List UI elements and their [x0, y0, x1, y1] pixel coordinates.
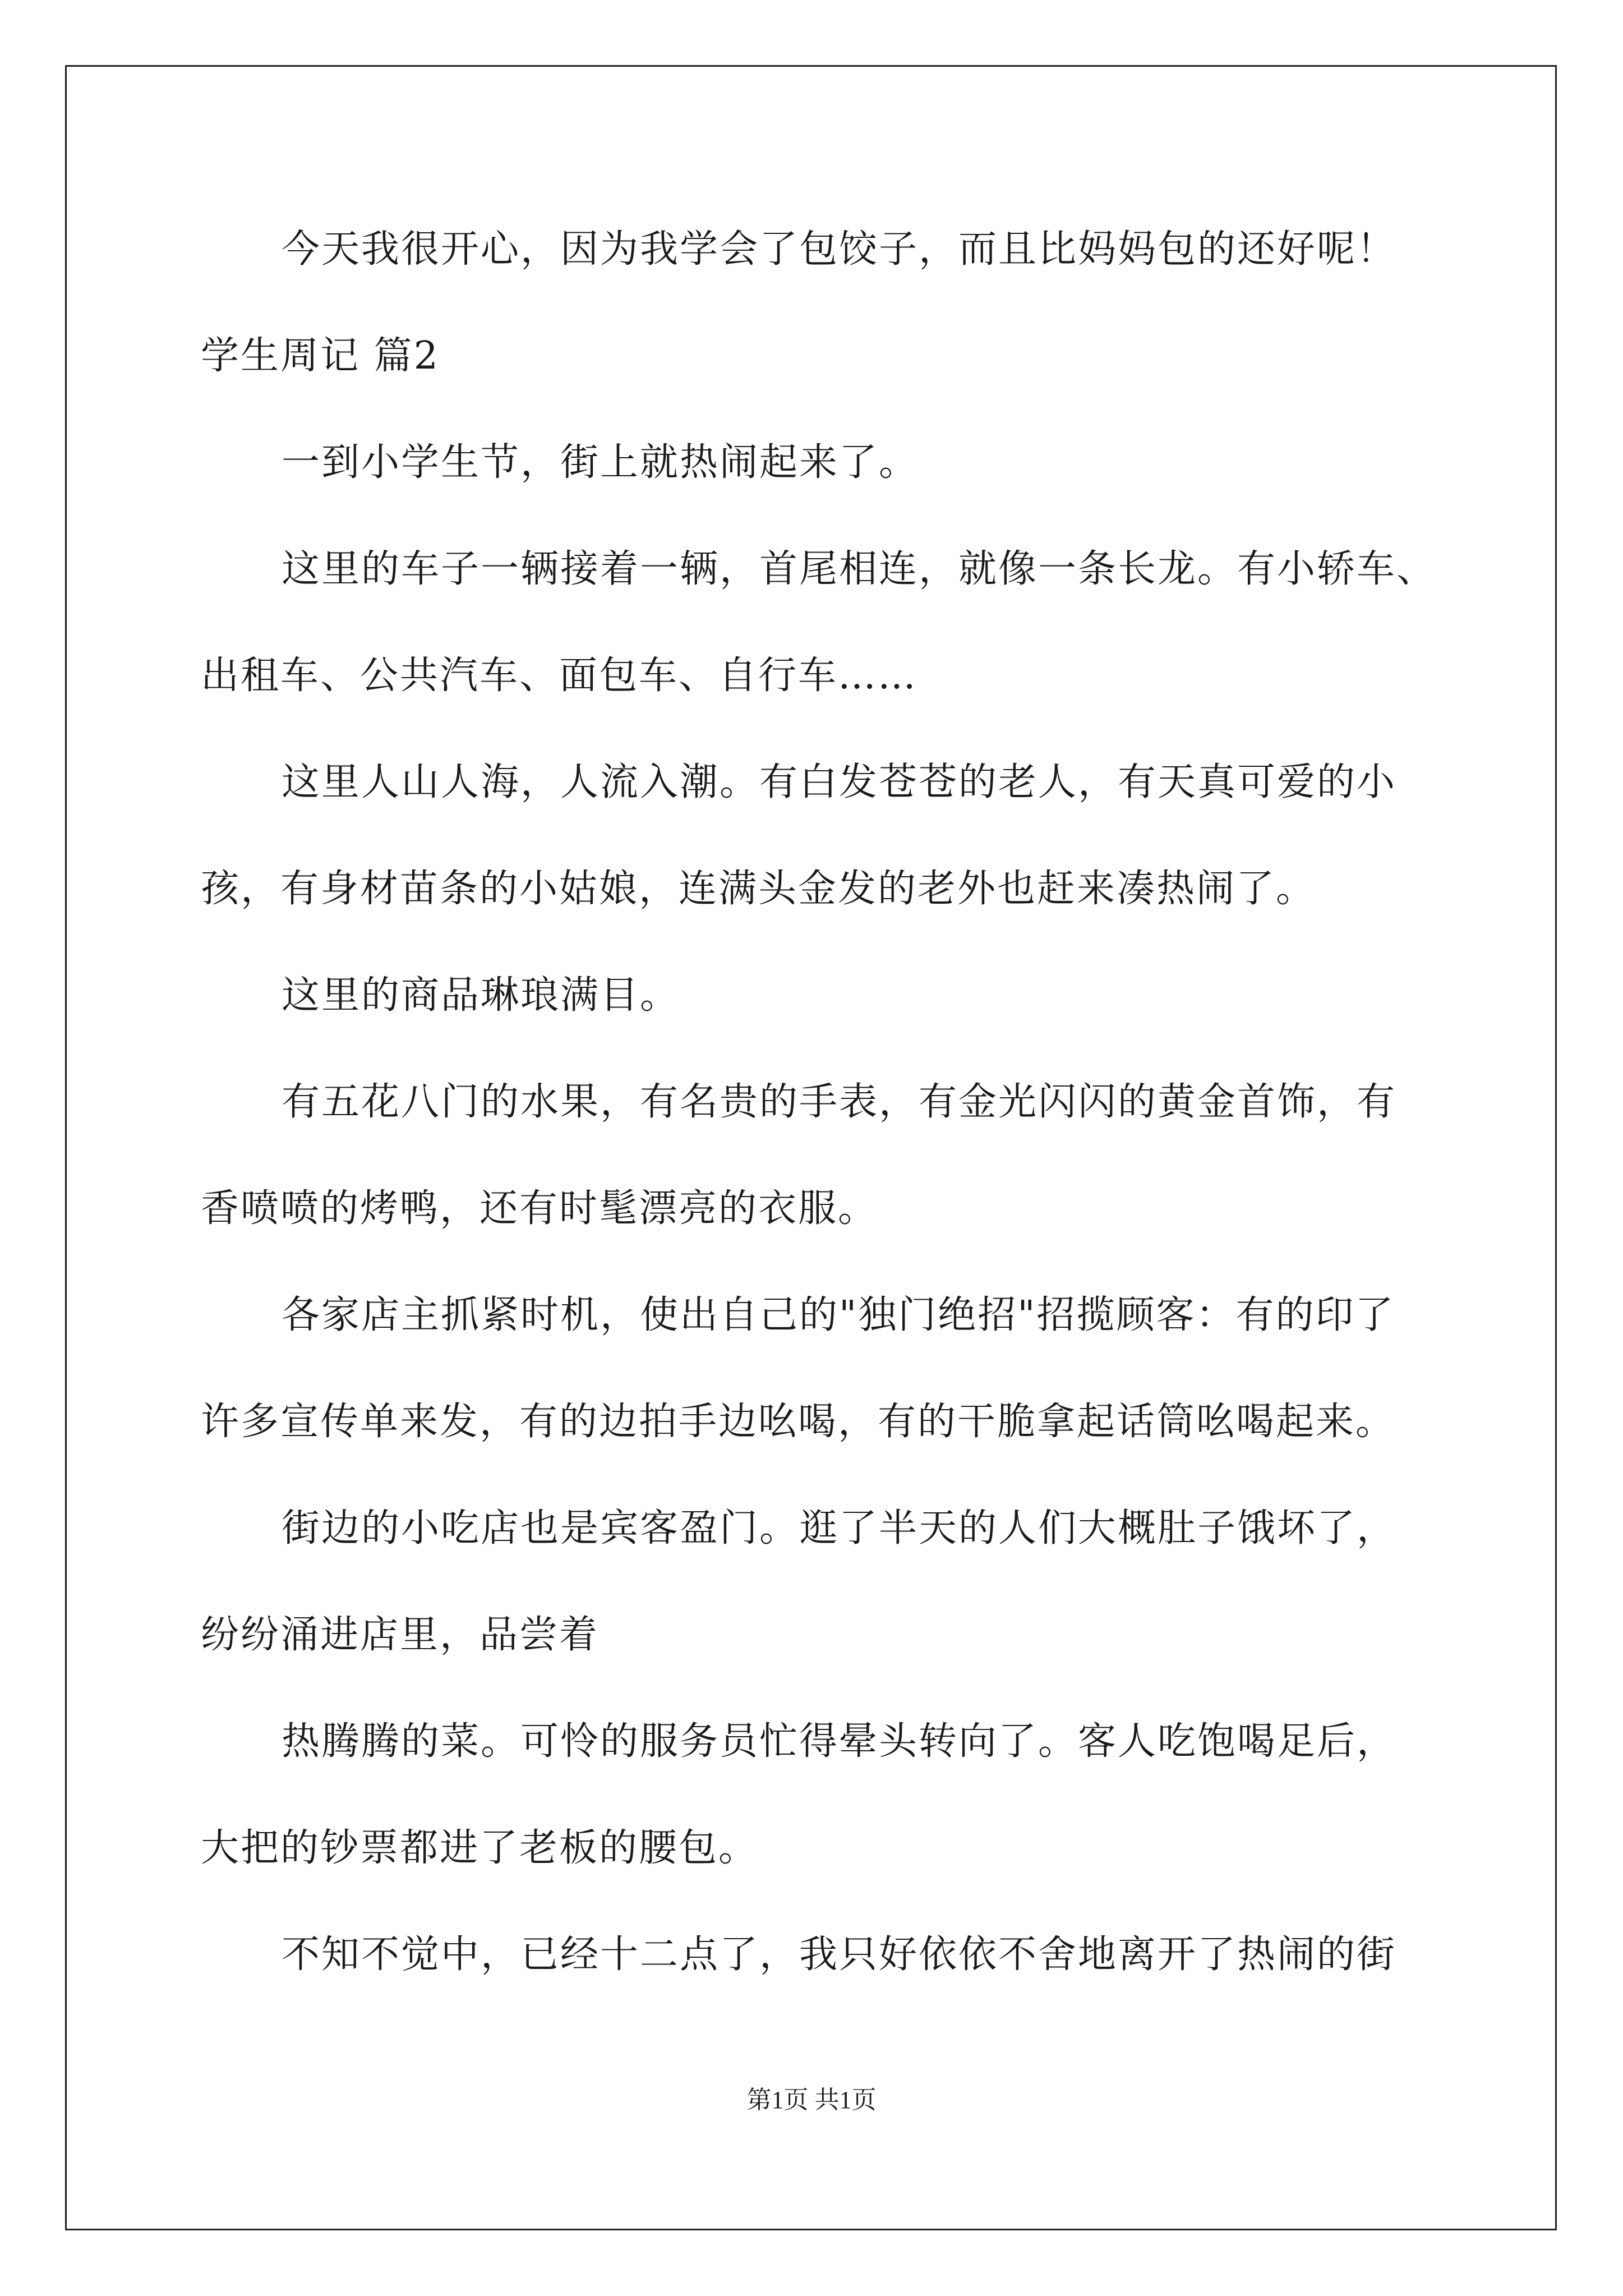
paragraph-line: 出租车、公共汽车、面包车、自行车……	[201, 654, 918, 698]
paragraph-line: 一到小学生节，街上就热闹起来了。	[282, 440, 919, 485]
page-border	[65, 65, 1557, 2230]
paragraph-line: 纷纷涌进店里，品尝着	[201, 1613, 600, 1657]
paragraph-line: 有五花八门的水果，有名贵的手表，有金光闪闪的黄金首饰，有	[282, 1080, 1397, 1124]
paragraph-line: 香喷喷的烤鸭，还有时髦漂亮的衣服。	[201, 1186, 878, 1231]
paragraph-line: 热腾腾的菜。可怜的服务员忙得晕头转向了。客人吃饱喝足后，	[282, 1719, 1397, 1764]
paragraph-line: 这里的商品琳琅满目。	[282, 973, 680, 1018]
paragraph-line: 街边的小吃店也是宾客盈门。逛了半天的人们大概肚子饿坏了，	[282, 1506, 1397, 1550]
paragraph-line: 不知不觉中，已经十二点了，我只好依依不舍地离开了热闹的街	[282, 1932, 1397, 1977]
paragraph-line: 大把的钞票都进了老板的腰包。	[201, 1826, 759, 1870]
page-footer: 第1页 共1页	[746, 2086, 877, 2114]
paragraph-line: 孩，有身材苗条的小姑娘，连满头金发的老外也赶来凑热闹了。	[201, 867, 1316, 911]
paragraph-line: 各家店主抓紧时机，使出自己的"独门绝招"招揽顾客：有的印了	[282, 1293, 1395, 1337]
paragraph-line: 这里的车子一辆接着一辆，首尾相连，就像一条长龙。有小轿车、	[282, 547, 1437, 591]
paragraph-line: 这里人山人海，人流入潮。有白发苍苍的老人，有天真可爱的小	[282, 760, 1397, 804]
section-heading: 学生周记 篇2	[201, 334, 440, 378]
paragraph-line: 今天我很开心，因为我学会了包饺子，而且比妈妈包的还好呢！	[282, 227, 1397, 272]
paragraph-line: 许多宣传单来发，有的边拍手边吆喝，有的干脆拿起话筒吆喝起来。	[201, 1400, 1396, 1444]
